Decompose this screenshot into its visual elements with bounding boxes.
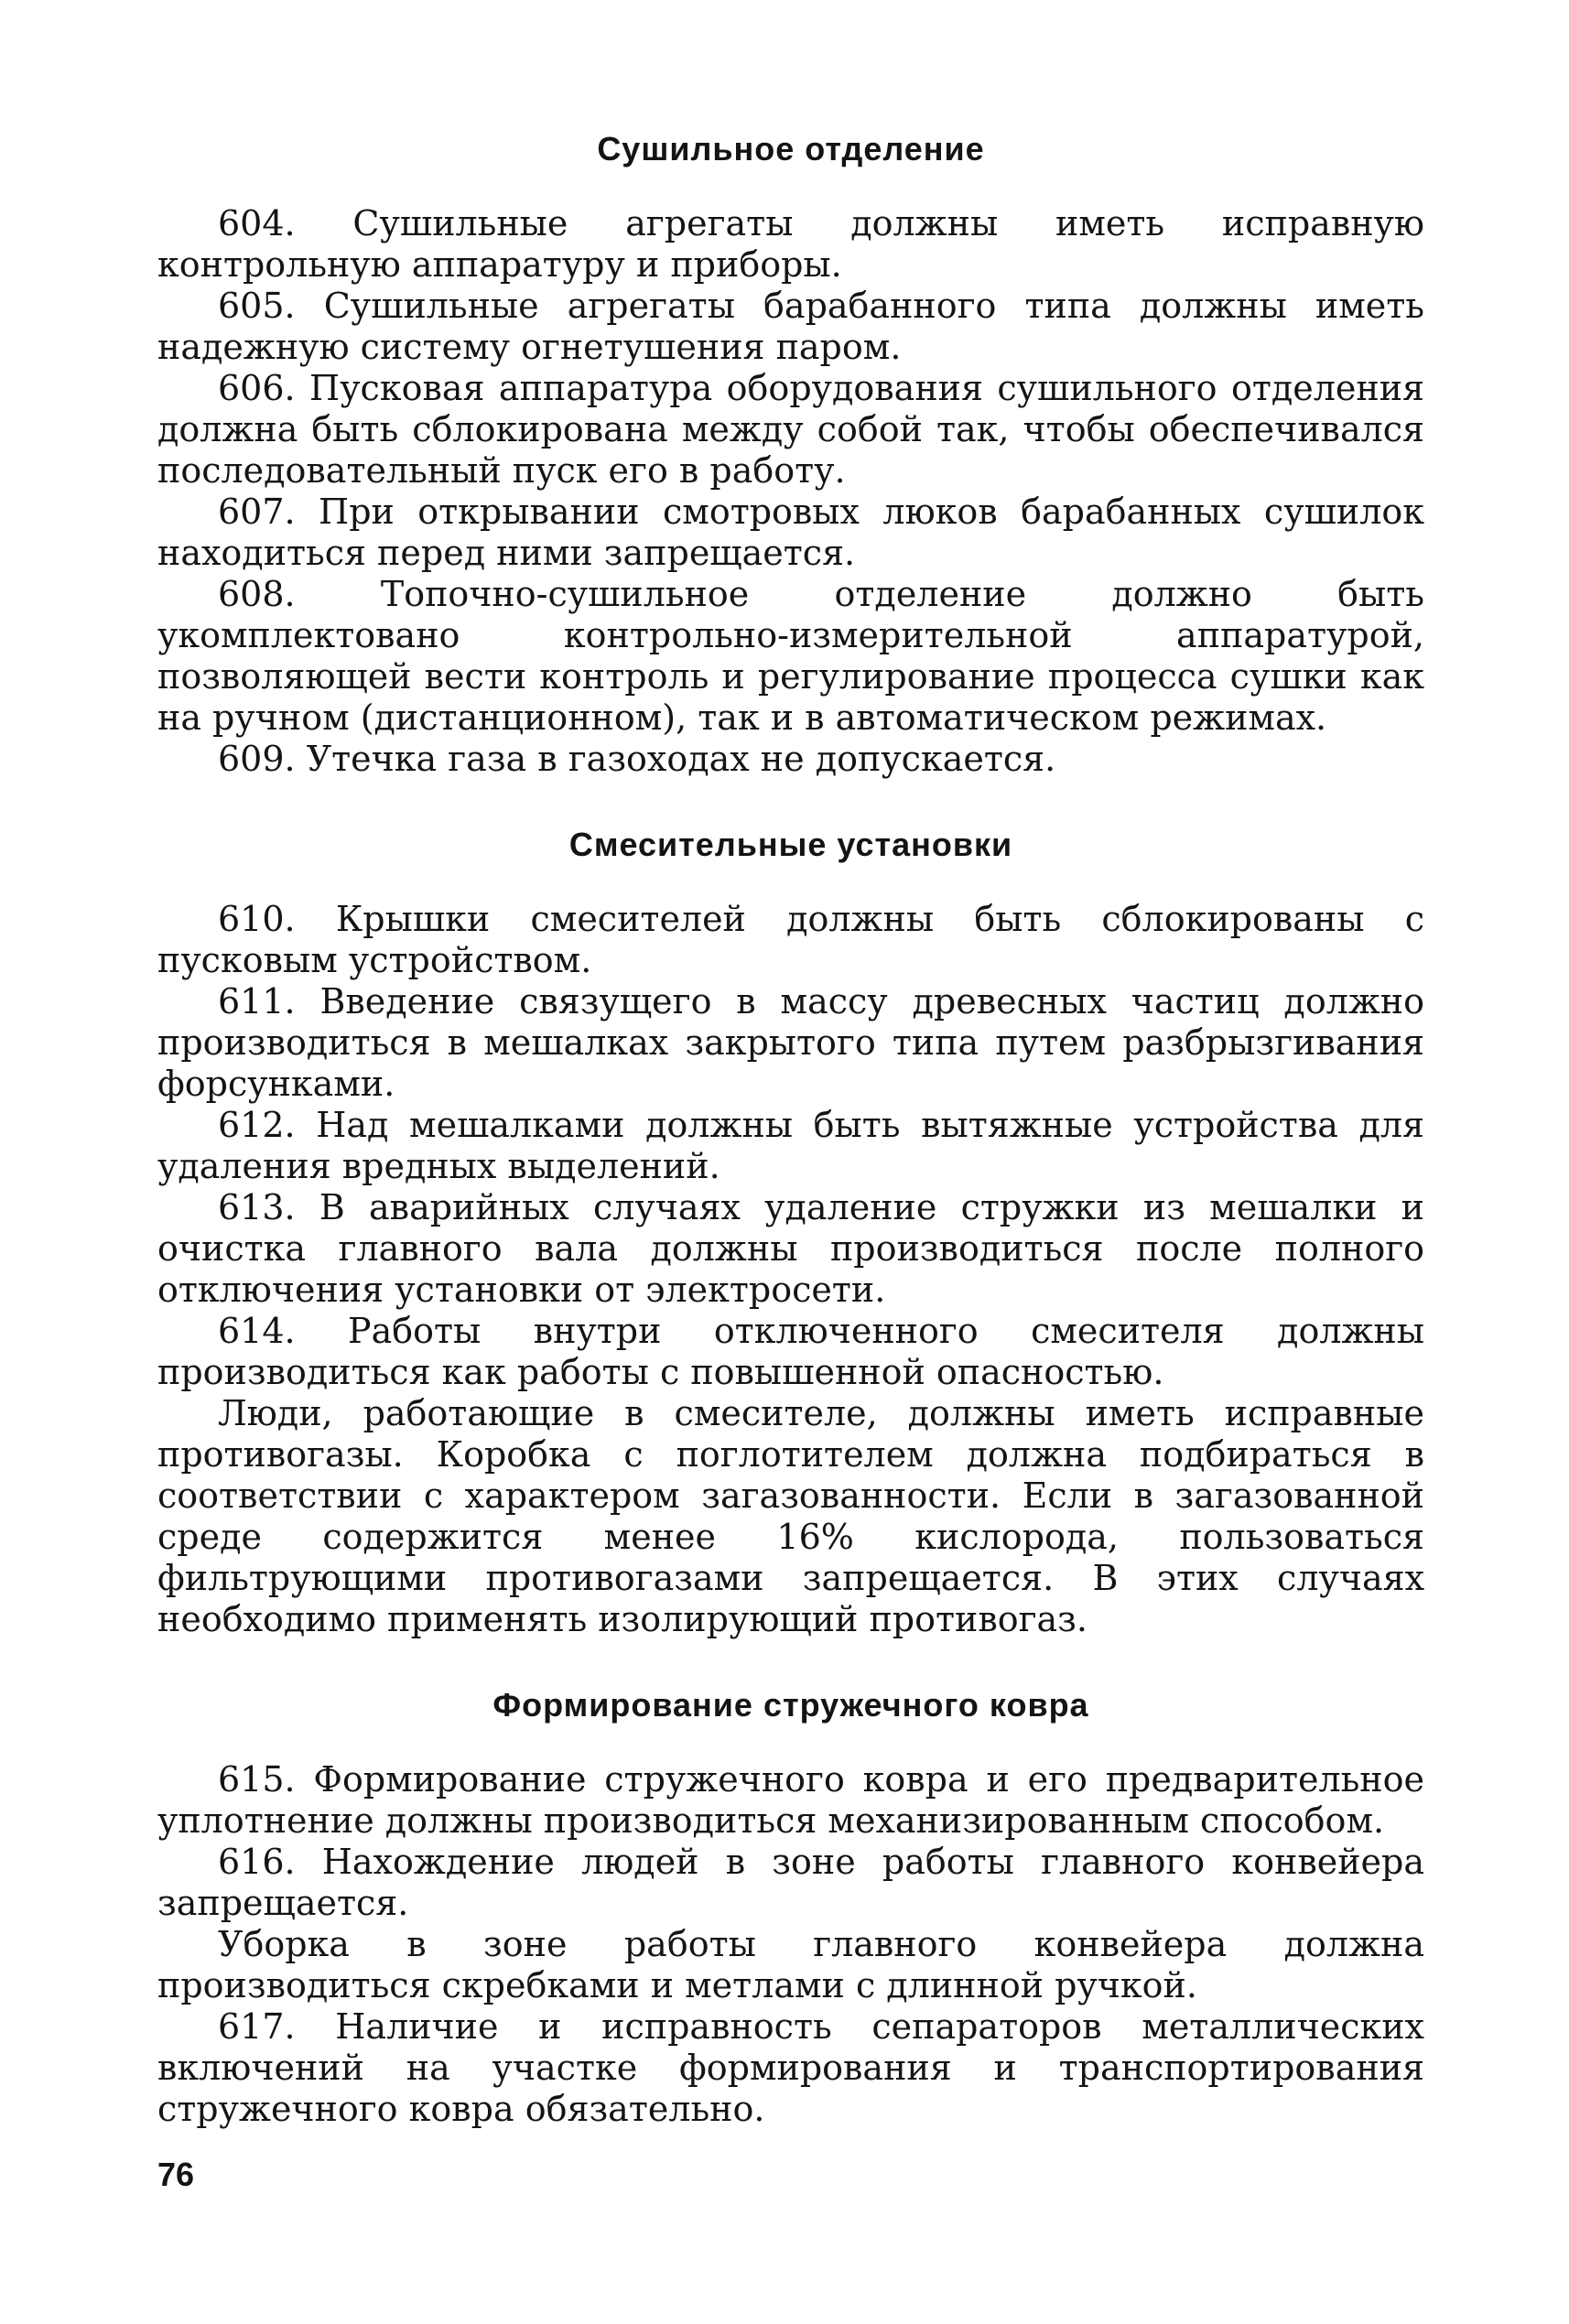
page-number: 76 — [157, 2156, 195, 2193]
paragraph-607: 607. При открывании смотровых люков барабанных сушилок находиться перед ними запрещается. — [157, 492, 1424, 573]
paragraph-609: 609. Утечка газа в газоходах не допускается. — [218, 739, 1056, 779]
paragraph-615: 615. Формирование стружечного ковра и его предварительное уплотнение должны производиться механизированным способом. — [157, 1759, 1424, 1841]
paragraph-604: 604. Сушильные агрегаты должны иметь исправную контрольную аппаратуру и приборы. — [157, 203, 1424, 285]
paragraph-605: 605. Сушильные агрегаты барабанного типа должны иметь надежную систему огнетушения паром. — [157, 286, 1424, 367]
paragraph-614-continued: Люди, работающие в смесителе, должны иметь исправные противогазы. Коробка с поглотителем должна подбираться в соответствии с характером загазованности. Если в загазованной среде содержится менее 16% кислорода, пользоваться фильтрующими противогазами запрещается. В этих случаях необходимо применять изолирующий противогаз. — [157, 1393, 1424, 1639]
paragraph-614: 614. Работы внутри отключенного смесителя должны производиться как работы с повышенной опасностью. — [157, 1311, 1424, 1392]
section-chip-mat-forming — [157, 1684, 1424, 2130]
section-mixers — [157, 824, 1424, 1640]
paragraph-617: 617. Наличие и исправность сепараторов металлических включений на участке формирования и транспортирования стружечного ковра обязательно. — [157, 2006, 1424, 2129]
paragraph-610: 610. Крышки смесителей должны быть сблокированы с пусковым устройством. — [157, 899, 1424, 980]
paragraph-616-continued: Уборка в зоне работы главного конвейера должна производиться скребками и метлами с длинной ручкой. — [157, 1924, 1424, 2005]
paragraph-608: 608. Топочно-сушильное отделение должно быть укомплектовано контрольно-измерительной аппаратурой, позволяющей вести контроль и регулирование процесса сушки как на ручном (дистанционном), так и в автоматическом режимах. — [157, 574, 1424, 738]
text-column — [157, 128, 1424, 2130]
paragraph-616: 616. Нахождение людей в зоне работы главного конвейера запрещается. — [157, 1842, 1424, 1923]
paragraph-613: 613. В аварийных случаях удаление стружки из мешалки и очистка главного вала должны производиться после полного отключения установки от электросети. — [157, 1187, 1424, 1310]
section-drying — [157, 128, 1424, 780]
section-title: Формирование стружечного ковра — [492, 1686, 1089, 1724]
paragraph-606: 606. Пусковая аппаратура оборудования сушильного отделения должна быть сблокирована между собой так, чтобы обеспечивался последовательный пуск его в работу. — [157, 368, 1424, 491]
paragraph-612: 612. Над мешалками должны быть вытяжные устройства для удаления вредных выделений. — [157, 1105, 1424, 1186]
paragraph-611: 611. Введение связущего в массу древесных частиц должно производиться в мешалках закрытого типа путем разбрызгивания форсунками. — [157, 981, 1424, 1104]
section-title: Смесительные установки — [568, 826, 1013, 863]
section-title: Сушильное отделение — [597, 130, 985, 168]
